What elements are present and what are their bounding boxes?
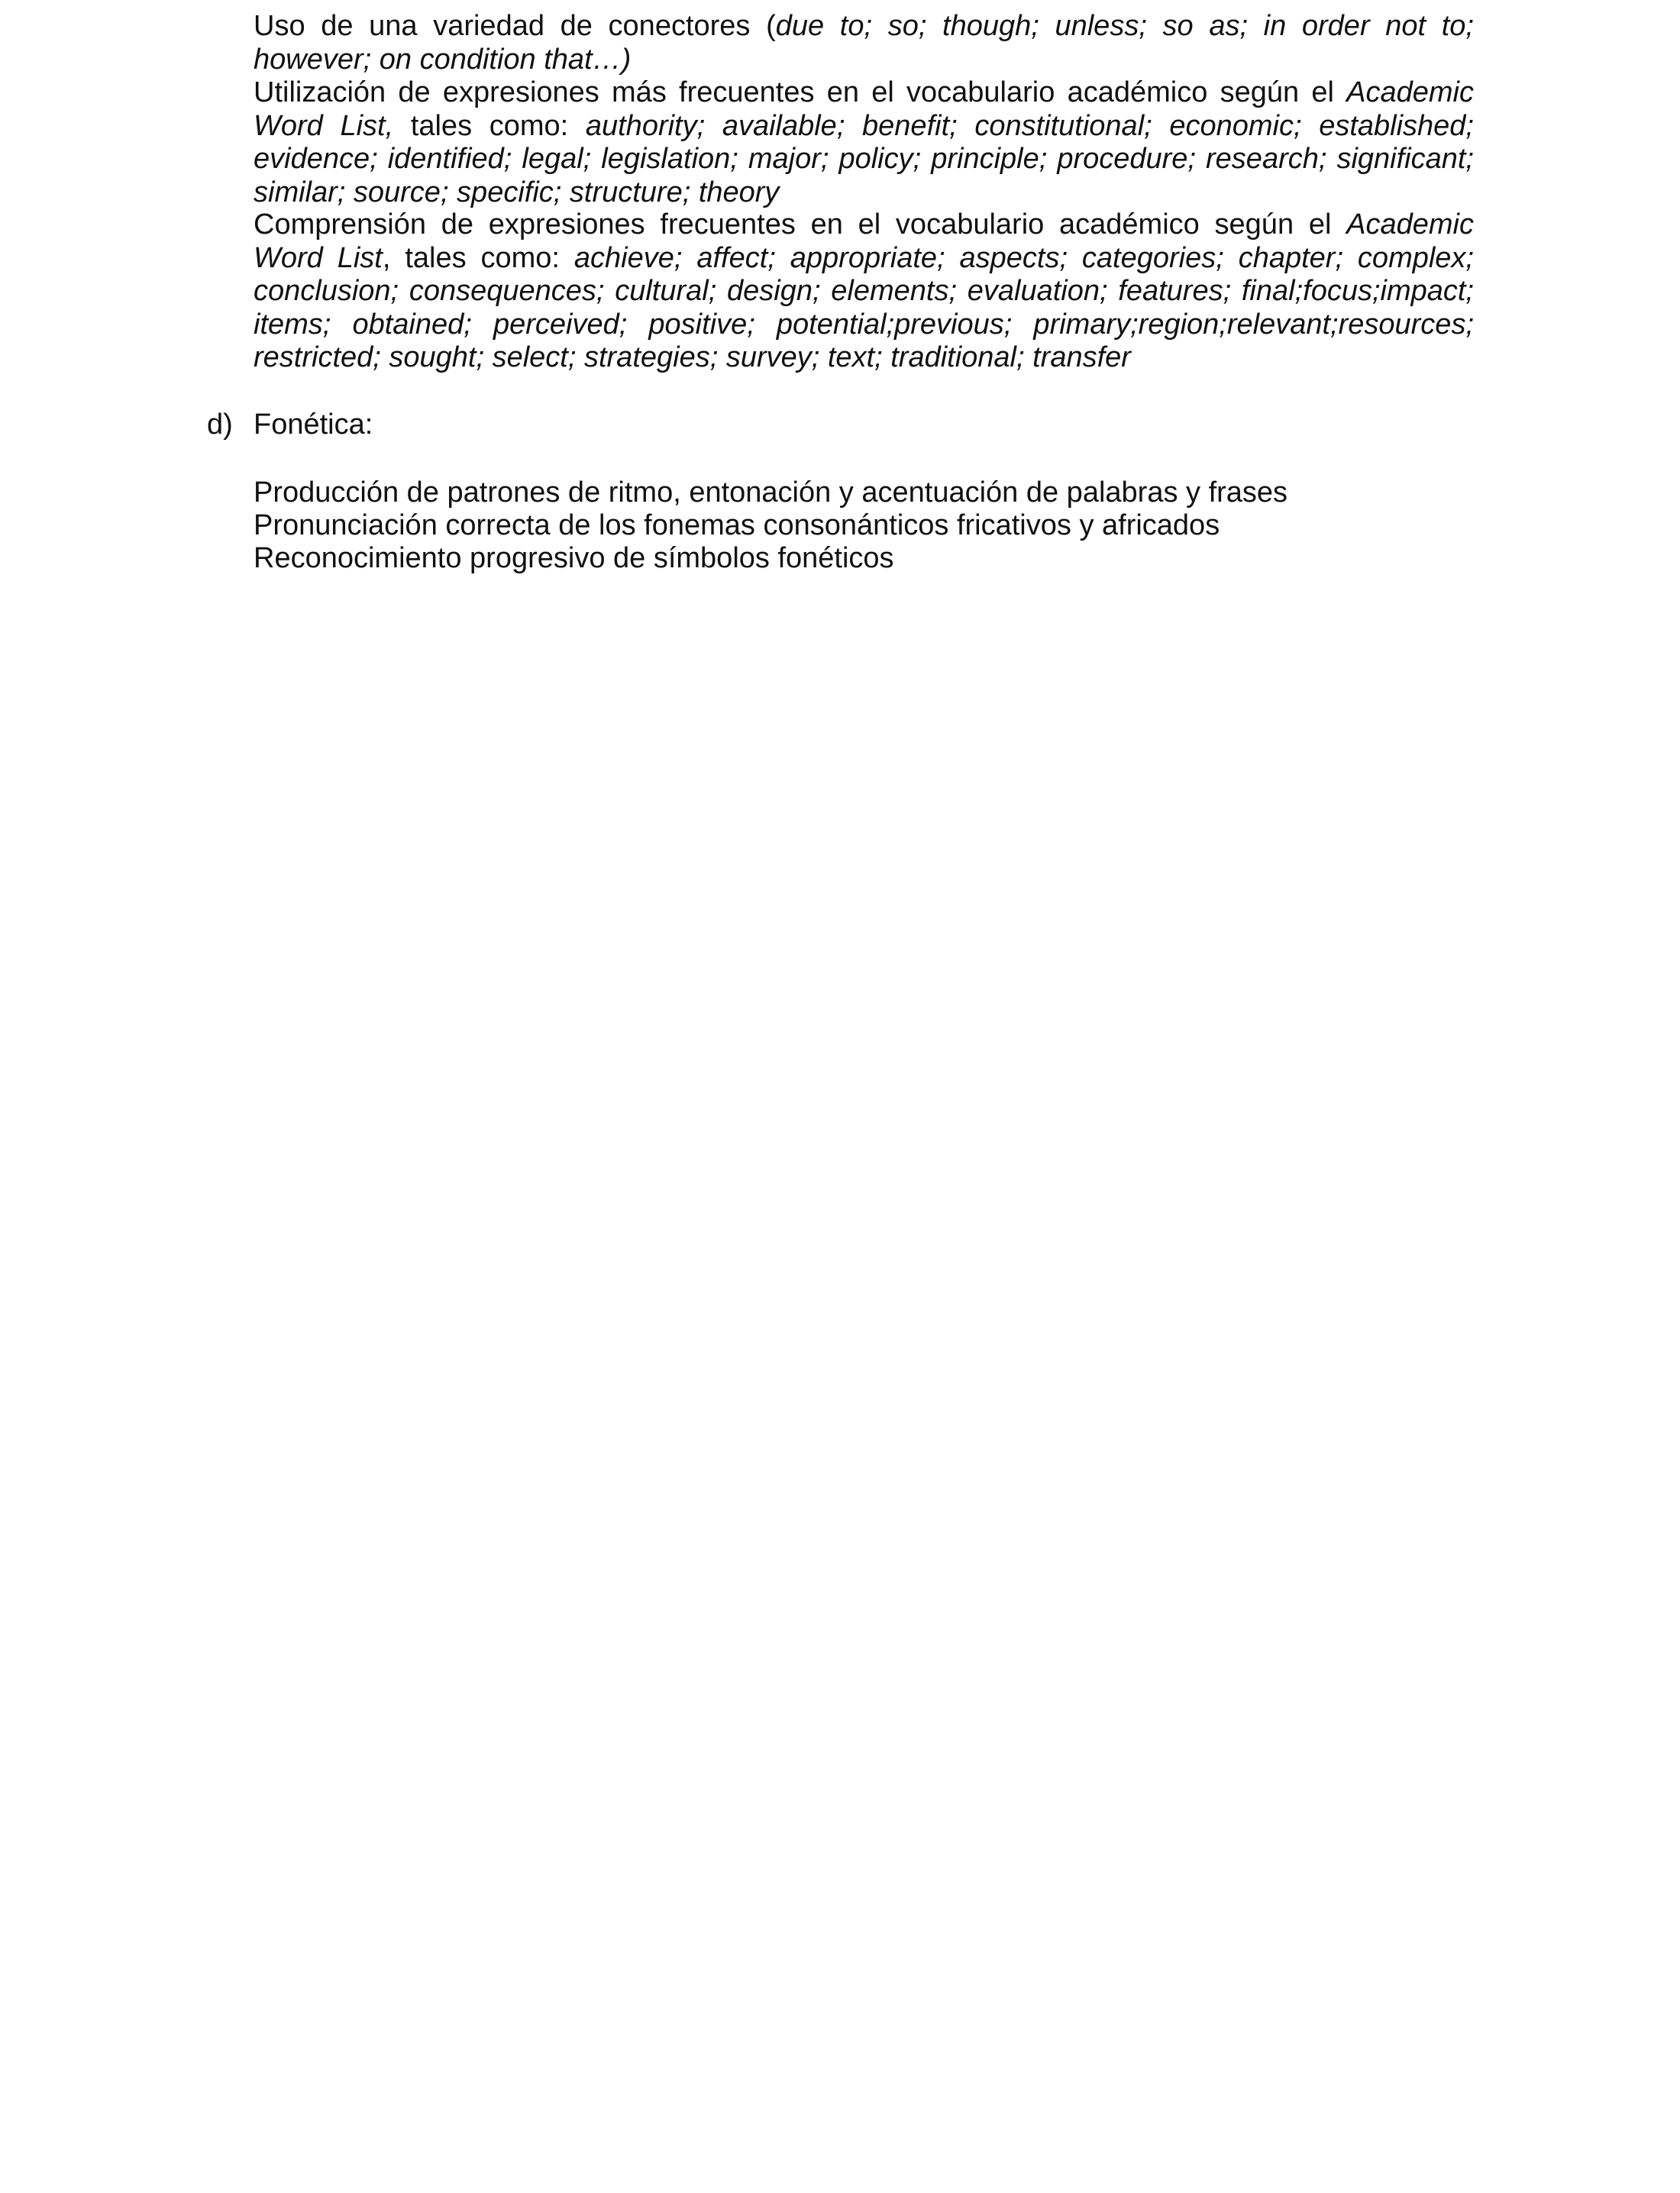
awl-use-list-name: Academic Word List, (254, 76, 1474, 142)
awl-use-paragraph (254, 76, 1474, 209)
connectors-intro: Uso de una variedad de conectores ( (254, 10, 776, 42)
awl-comprehension-words: achieve; affect; appropriate; aspects; categories; chapter; complex; conclusion; consequences; cultural; design; elements; evaluation; features; final;focus;impact; items; obtained; perceived; positive; potential;previous; primary;region;relevant;resources; restricted; sought; select; strategies; survey; text; traditional; transfer (254, 241, 1474, 373)
awl-comprehension-list-name: Academic Word List (254, 208, 1474, 274)
section-title: Fonética: (254, 409, 373, 441)
phonetics-item: Producción de patrones de ritmo, entonación y acentuación de palabras y frases (254, 476, 1288, 509)
connectors-paragraph (254, 10, 1474, 76)
connectors-list: due to; so; though; unless; so as; in order not to; however; on condition that…) (254, 10, 1474, 76)
awl-comprehension-intro: Comprensión de expresiones frecuentes en el vocabulario académico según el (254, 208, 1347, 241)
awl-use-words: authority; available; benefit; constitutional; economic; established; evidence; identified; legal; legislation; major; policy; principle; procedure; research; significant; similar; source; specific; structure; theory (254, 109, 1474, 208)
awl-use-middle: tales como: (393, 109, 586, 142)
awl-comprehension-middle: , tales como: (382, 241, 574, 274)
phonetics-item: Pronunciación correcta de los fonemas consonánticos fricativos y africados (254, 509, 1220, 541)
phonetics-item: Reconocimiento progresivo de símbolos fonéticos (254, 542, 894, 574)
awl-use-intro: Utilización de expresiones más frecuentes en el vocabulario académico según el (254, 76, 1347, 108)
section-marker: d) (207, 409, 233, 441)
awl-comprehension-paragraph (254, 208, 1474, 375)
